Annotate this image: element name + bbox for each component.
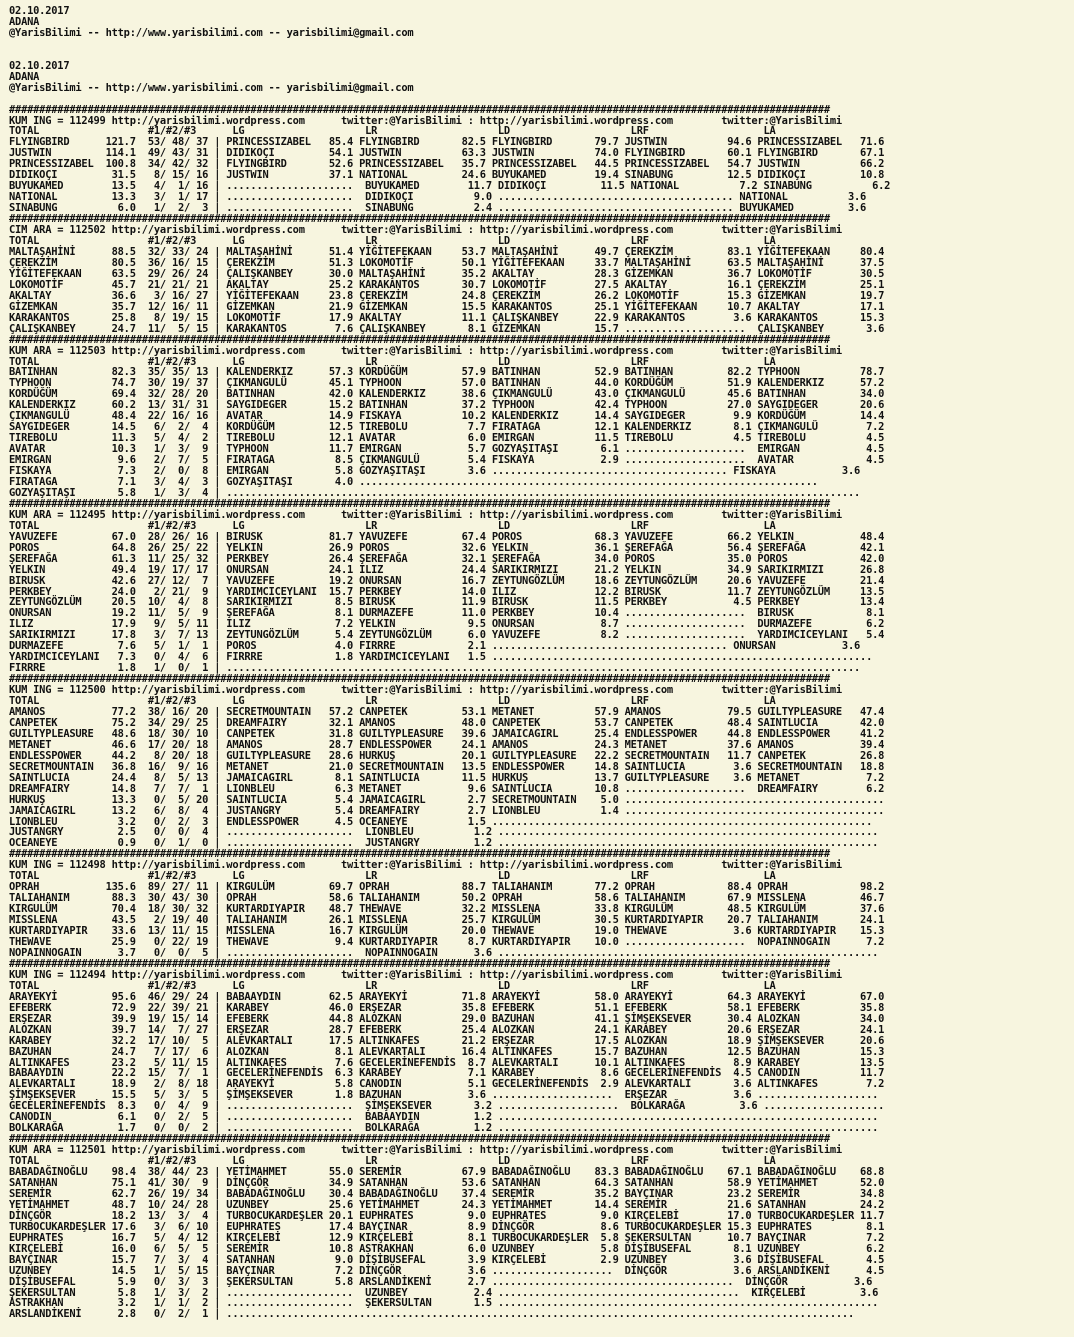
text-line: KALENDERKIZ 60.2 13/ 31/ 31 | SAYGIDEGER 15.2 BATINHAN 37.2 TYPHOON 42.4 TYPHOON 27.0 SAYGIDEGER 20.6: [9, 399, 885, 412]
text-line: ########################################################################################################################################: [9, 103, 830, 116]
text-line: TALIAHANIM 88.3 30/ 43/ 30 | OPRAH 58.6 TALIAHANIM 50.2 OPRAH 58.6 TALIAHANIM 67.9 MISSLENA 46.7: [9, 892, 885, 905]
text-line: ERŞEZAR 39.9 19/ 15/ 14 | EFEBERK 44.8 ALOZKAN 29.0 BAZUHAN 41.1 ŞİMŞEKSEVER 30.4 ALOZKAN 34.0: [9, 1012, 885, 1025]
text-line: ILIZ 17.9 9/ 5/ 11 | ILIZ 7.2 YELKIN 9.5 ONURSAN 8.7 .................... DURMAZEFE 6.2: [9, 618, 885, 631]
text-line: JAMAICAGIRL 13.2 6/ 8/ 4 | JUSTANGRY 5.4 DREAMFAIRY 2.7 LIONBLEU 1.4 ...........................................: [9, 804, 885, 817]
text-line: ZEYTUNGÖZLÜM 20.5 10/ 4/ 8 | SARIKIRMIZI 8.5 BIRUSK 11.9 BIRUSK 11.5 PERKBEY 4.5 PERKBEY 13.4: [9, 596, 885, 609]
text-line: [9, 94, 1074, 105]
text-line: NOPAINNOGAIN 3.7 0/ 0/ 5 | ..................... NOPAINNOGAIN 3.6 ...............................................................: [9, 946, 879, 959]
text-line: TOTAL #1/#2/#3 LG LR LD LRF LA: [9, 695, 776, 708]
text-line: YİĞİTEFEKAAN 63.5 29/ 26/ 24 | ÇALIŞKANBEY 30.0 MALTAŞAHİNİ 35.2 AKALTAY 28.3 GİZEMKAN 36.7 LOKOMOTİF 30.5: [9, 267, 885, 280]
text-line: ALTINKAFES 23.2 5/ 11/ 15 | ALTINKAFES 7.6 GECELERİNEFENDİS 8.7 ALEVKARTALI 10.1 ALTINKAFES 8.9 KARABEY 13.5: [9, 1056, 885, 1069]
text-line: JUSTWIN 114.1 49/ 43/ 31 | DIDIKOÇI 54.1 JUSTWIN 63.3 JUSTWIN 74.0 FLYINGBIRD 60.1 FLYINGBIRD 67.1: [9, 147, 885, 160]
text-line: OCEANEYE 0.9 0/ 1/ 0 | ..................... JUSTANGRY 1.2 ...............................................................: [9, 837, 879, 850]
text-line: FISKAYA 7.3 2/ 0/ 8 | EMIRGAN 5.8 GOZYAŞITAŞI 3.6 ....................................... FISKAYA 3.6: [9, 465, 861, 478]
text-line: DİNÇGÖR 18.2 13/ 3/ 4 | TURBOCUKARDEŞLER 20.1 EUPHRATES 9.0 EUPHRATES 9.0 KIRÇELEBİ 17.0 TURBOCUKARDEŞLER 11.7: [9, 1209, 885, 1222]
text-line: ÇIKMANGULÜ 48.4 22/ 16/ 16 | AVATAR 14.9 FISKAYA 10.2 KALENDERKIZ 14.4 SAYGIDEGER 9.9 KORDÜĞÜM 14.4: [9, 410, 885, 423]
text-line: HURKUŞ 13.3 0/ 5/ 20 | SAINTLUCIA 5.4 JAMAICAGIRL 2.7 SECRETMOUNTAIN 5.0 ...........................................: [9, 793, 885, 806]
text-line: METANET 46.6 17/ 20/ 18 | AMANOS 28.7 ENDLESSPOWER 24.1 AMANOS 24.3 METANET 37.6 AMANOS 39.4: [9, 738, 885, 751]
text-line: BAYÇINAR 15.7 7/ 3/ 4 | SATANHAN 9.0 DİŞİBUSEFAL 3.9 KIRÇELEBİ 2.9 UZUNBEY 3.6 DİŞİBUSEFAL 4.5: [9, 1253, 885, 1266]
text-line: TOTAL #1/#2/#3 LG LR LD LRF LA: [9, 979, 776, 992]
text-line: ########################################################################################################################################: [9, 673, 830, 686]
text-line: MISSLENA 43.5 2/ 19/ 40 | TALIAHANIM 26.1 MISSLENA 25.7 KIRGULÜM 30.5 KURTARDIYAPIR 20.7 TALIAHANIM 24.1: [9, 914, 885, 927]
text-line: KUM ING = 112499 http://yarisbilimi.wordpress.com twitter:@YarisBilimi : http://yarisbilimi.wordpress.com twitter:@YarisBilimi: [9, 114, 842, 127]
text-line: TOTAL #1/#2/#3 LG LR LD LRF LA: [9, 125, 776, 138]
text-line: MALTAŞAHİNİ 88.5 32/ 33/ 24 | MALTAŞAHİNİ 51.4 YİĞİTEFEKAAN 53.7 MALTAŞAHİNİ 49.7 ÇEREKZİM 83.1 YİĞİTEFEKAAN 80.4: [9, 245, 885, 258]
text-line: ADANA: [9, 15, 40, 28]
text-line: @YarisBilimi -- http://www.yarisbilimi.com -- yarisbilimi@gmail.com: [9, 26, 414, 39]
text-line: KIRÇELEBİ 16.0 6/ 5/ 5 | SEREMİR 10.8 ASTRAKHAN 6.0 UZUNBEY 5.8 DİŞİBUSEFAL 8.1 UZUNBEY 6.2: [9, 1242, 885, 1255]
text-line: [9, 50, 1074, 61]
text-line: ŞEKERSULTAN 5.8 1/ 3/ 2 | ..................... UZUNBEY 2.4 ........................................ KIRÇELEBİ 3.6: [9, 1286, 879, 1299]
text-line: AVATAR 10.3 1/ 3/ 9 | TYPHOON 11.7 EMIRGAN 5.7 GOZYAŞITAŞI 6.1 .................... EMIRGAN 4.5: [9, 443, 885, 456]
text-line: OPRAH 135.6 89/ 27/ 11 | KIRGULÜM 69.7 OPRAH 88.7 TALIAHANIM 77.2 OPRAH 88.4 OPRAH 98.2: [9, 881, 885, 894]
text-line: 02.10.2017: [9, 59, 70, 72]
text-line: TURBOCUKARDEŞLER 17.6 3/ 6/ 10 | EUPHRATES 17.4 BAYÇINAR 8.9 DİNÇGÖR 8.6 TURBOCUKARDEŞLER 15.3 EUPHRATES 8.1: [9, 1220, 885, 1233]
text-line: BABAAYDIN 22.2 15/ 7/ 1 | GECELERİNEFENDİS 6.3 KARABEY 7.1 KARABEY 8.6 GECELERİNEFENDİS 4.5 CANODIN 11.7: [9, 1067, 885, 1080]
text-line: BAZUHAN 24.7 7/ 17/ 6 | ALOZKAN 8.1 ALEVKARTALI 16.4 ALTINKAFES 15.7 BAZUHAN 12.5 BAZUHAN 15.3: [9, 1045, 885, 1058]
text-line: PERKBEY 24.0 2/ 21/ 9 | YARDIMCICEYLANI 15.7 PERKBEY 14.0 ILIZ 12.2 BIRUSK 11.7 ZEYTUNGÖZLÜM 13.5: [9, 585, 885, 598]
text-line: LOKOMOTİF 45.7 21/ 21/ 21 | AKALTAY 25.2 KARAKANTOS 30.7 LOKOMOTİF 27.5 AKALTAY 16.1 ÇEREKZİM 25.1: [9, 278, 885, 291]
text-line: SEREMİR 62.7 26/ 19/ 34 | BABADAĞINOĞLU 30.4 BABADAĞINOĞLU 37.4 SEREMİR 35.2 BAYÇINAR 23.2 SEREMİR 34.8: [9, 1187, 885, 1200]
text-line: GUILTYPLEASURE 48.6 18/ 30/ 10 | CANPETEK 31.8 GUILTYPLEASURE 39.6 JAMAICAGIRL 25.4 ENDLESSPOWER 44.8 ENDLESSPOWER 41.2: [9, 727, 885, 740]
text-line: PRINCESSIZABEL 100.8 34/ 42/ 32 | FLYINGBIRD 52.6 PRINCESSIZABEL 35.7 PRINCESSIZABEL 44.5 PRINCESSIZABEL 54.7 JUSTWIN 66.2: [9, 158, 885, 171]
text-line: TOTAL #1/#2/#3 LG LR LD LRF LA: [9, 355, 776, 368]
text-line: KORDÜĞÜM 69.4 32/ 28/ 20 | BATINHAN 42.0 KALENDERKIZ 38.6 ÇIKMANGULÜ 43.0 ÇIKMANGULÜ 45.6 BATINHAN 34.0: [9, 388, 885, 401]
text-line: ########################################################################################################################################: [9, 1133, 830, 1146]
text-line: ########################################################################################################################################: [9, 497, 830, 510]
text-line: KUM ARA = 112495 http://yarisbilimi.wordpress.com twitter:@YarisBilimi : http://yarisbilimi.wordpress.com twitter:@YarisBilimi: [9, 508, 842, 521]
text-line: KUM ING = 112500 http://yarisbilimi.wordpress.com twitter:@YarisBilimi : http://yarisbilimi.wordpress.com twitter:@YarisBilimi: [9, 684, 842, 697]
text-line: ARSLANDİKENİ 2.8 0/ 2/ 1 | ........................................................................................................: [9, 1308, 854, 1321]
text-line: ########################################################################################################################################: [9, 333, 830, 346]
text-line: FIRATAGA 7.1 3/ 4/ 3 | GOZYAŞITAŞI 4.0 ............................................................................: [9, 475, 818, 488]
text-line: ########################################################################################################################################: [9, 213, 830, 226]
text-line: SARIKIRMIZI 17.8 3/ 7/ 13 | ZEYTUNGÖZLÜM 5.4 ZEYTUNGÖZLÜM 6.0 YAVUZEFE 8.2 .................... YARDIMCICEYLANI 5.4: [9, 629, 885, 642]
text-line: YARDIMCICEYLANI 7.3 0/ 4/ 6 | FIRRRE 1.8 YARDIMCICEYLANI 1.5 ...............................................................: [9, 651, 873, 664]
text-line: LIONBLEU 3.2 0/ 2/ 3 | ENDLESSPOWER 4.5 OCEANEYE 1.5 ...............................................................: [9, 815, 873, 828]
text-line: KARAKANTOS 25.8 8/ 19/ 15 | LOKOMOTİF 17.9 AKALTAY 11.1 ÇALIŞKANBEY 22.9 KARAKANTOS 3.6 KARAKANTOS 15.3: [9, 311, 885, 324]
text-line: DURMAZEFE 7.6 5/ 1/ 1 | POROS 4.0 FIRRRE 2.1 ....................................... ONURSAN 3.6: [9, 640, 861, 653]
text-line: SECRETMOUNTAIN 36.8 16/ 9/ 16 | METANET 21.0 SECRETMOUNTAIN 13.5 ENDLESSPOWER 14.8 SAINTLUCIA 3.6 SECRETMOUNTAIN 18.8: [9, 760, 885, 773]
text-line: CANODIN 6.1 0/ 2/ 5 | ..................... BABAAYDIN 1.2 ...............................................................: [9, 1111, 879, 1124]
text-line: EUPHRATES 16.7 5/ 4/ 12 | KIRÇELEBİ 12.9 KIRÇELEBİ 8.1 TURBOCUKARDEŞLER 5.8 ŞEKERSULTAN 10.7 BAYÇINAR 7.2: [9, 1231, 885, 1244]
text-line: ŞİMŞEKSEVER 15.5 5/ 3/ 5 | ŞİMŞEKSEVER 1.8 BAZUHAN 3.6 .................... ERŞEZAR 3.6 ....................: [9, 1089, 879, 1102]
text-line: ENDLESSPOWER 44.2 8/ 20/ 18 | GUILTYPLEASURE 28.6 HURKUŞ 20.1 GUILTYPLEASURE 22.2 SECRETMOUNTAIN 11.7 CANPETEK 26.8: [9, 749, 885, 762]
text-line: FIRRRE 1.8 1/ 0/ 1 | .........................................................................................................: [9, 662, 861, 675]
text-line: GECELERİNEFENDİS 8.3 0/ 4/ 9 | ..................... ŞİMŞEKSEVER 3.2 .................... BOLKARAĞA 3.6 ....................: [9, 1100, 885, 1113]
text-line: DIDIKOÇI 31.5 8/ 15/ 16 | JUSTWIN 37.1 NATIONAL 24.6 BUYUKAMED 19.4 SINABUNG 12.5 DIDIKOÇI 10.8: [9, 169, 885, 182]
text-line: GİZEMKAN 35.7 12/ 16/ 11 | GİZEMKAN 21.9 GİZEMKAN 15.5 KARAKANTOS 25.1 YİĞİTEFEKAAN 10.7 AKALTAY 17.1: [9, 300, 885, 313]
text-line: @YarisBilimi -- http://www.yarisbilimi.com -- yarisbilimi@gmail.com: [9, 81, 414, 94]
text-line: ÇALIŞKANBEY 24.7 11/ 5/ 15 | KARAKANTOS 7.6 ÇALIŞKANBEY 8.1 GİZEMKAN 15.7 .................... ÇALIŞKANBEY 3.6: [9, 322, 885, 335]
text-line: UZUNBEY 14.5 1/ 5/ 15 | BAYÇINAR 7.2 DİNÇGÖR 3.6 .................... DİNÇGÖR 3.6 ARSLANDİKENİ 4.5: [9, 1264, 885, 1277]
text-line: AKALTAY 36.6 3/ 16/ 27 | YİĞİTEFEKAAN 23.8 ÇEREKZİM 24.8 ÇEREKZİM 26.2 LOKOMOTİF 15.3 GİZEMKAN 19.7: [9, 289, 885, 302]
text-line: TOTAL #1/#2/#3 LG LR LD LRF LA: [9, 1155, 776, 1168]
text-line: BATINHAN 82.3 35/ 35/ 13 | KALENDERKIZ 57.3 KORDÜĞÜM 57.9 BATINHAN 52.9 BATINHAN 82.2 TYPHOON 78.7: [9, 366, 885, 379]
text-line: TOTAL #1/#2/#3 LG LR LD LRF LA: [9, 519, 776, 532]
text-line: JUSTANGRY 2.5 0/ 0/ 4 | ..................... LIONBLEU 1.2 ...............................................................: [9, 826, 879, 839]
text-line: EMIRGAN 9.6 2/ 7/ 5 | FIRATAGA 8.5 ÇIKMANGULÜ 5.4 FISKAYA 2.9 .................... AVATAR 4.5: [9, 454, 885, 467]
text-line: SAYGIDEGER 14.5 6/ 2/ 4 | KORDÜĞÜM 12.5 TIREBOLU 7.7 FIRATAGA 12.1 KALENDERKIZ 8.1 ÇIKMANGULÜ 7.2: [9, 421, 885, 434]
text-line: ########################################################################################################################################: [9, 848, 830, 861]
text-line: KUM ING = 112498 http://yarisbilimi.wordpress.com twitter:@YarisBilimi : http://yarisbilimi.wordpress.com twitter:@YarisBilimi: [9, 859, 842, 872]
text-line: FLYINGBIRD 121.7 53/ 48/ 37 | PRINCESSIZABEL 85.4 FLYINGBIRD 82.5 FLYINGBIRD 79.7 JUSTWIN 94.6 PRINCESSIZABEL 71.6: [9, 136, 885, 149]
text-line: TOTAL #1/#2/#3 LG LR LD LRF LA: [9, 870, 776, 883]
text-line: TOTAL #1/#2/#3 LG LR LD LRF LA: [9, 235, 776, 248]
text-line: ALEVKARTALI 18.9 2/ 8/ 18 | ARAYEKYİ 5.8 CANODIN 5.1 GECELERİNEFENDİS 2.9 ALEVKARTALI 3.6 ALTINKAFES 7.2: [9, 1078, 885, 1091]
text-line: ALOZKAN 39.7 14/ 7/ 27 | ERŞEZAR 28.7 EFEBERK 25.4 ALOZKAN 24.1 KARABEY 20.6 ERŞEZAR 24.1: [9, 1023, 885, 1036]
text-line: KUM ARA = 112503 http://yarisbilimi.wordpress.com twitter:@YarisBilimi : http://yarisbilimi.wordpress.com twitter:@YarisBilimi: [9, 344, 842, 357]
text-line: CIM ARA = 112502 http://yarisbilimi.wordpress.com twitter:@YarisBilimi : http://yarisbilimi.wordpress.com twitter:@YarisBilimi: [9, 224, 842, 237]
text-line: KUM ARA = 112501 http://yarisbilimi.wordpress.com twitter:@YarisBilimi : http://yarisbilimi.wordpress.com twitter:@YarisBilimi: [9, 1144, 842, 1157]
text-line: YAVUZEFE 67.0 28/ 26/ 16 | BIRUSK 81.7 YAVUZEFE 67.4 POROS 68.3 YAVUZEFE 66.2 YELKIN 48.4: [9, 530, 885, 543]
text-line: YETİMAHMET 48.7 10/ 24/ 28 | UZUNBEY 25.6 YETİMAHMET 24.3 YETİMAHMET 14.4 SEREMİR 21.6 SATANHAN 24.2: [9, 1198, 885, 1211]
text-line: ÇEREKZİM 80.5 36/ 16/ 15 | ÇEREKZİM 51.3 LOKOMOTİF 50.1 YİĞİTEFEKAAN 33.7 MALTAŞAHİNİ 63.5 MALTAŞAHİNİ 37.5: [9, 256, 885, 269]
text-line: YELKIN 49.4 19/ 17/ 17 | ONURSAN 24.1 ILIZ 24.4 SARIKIRMIZI 21.2 YELKIN 34.9 SARIKIRMIZI 26.8: [9, 563, 885, 576]
text-line: 02.10.2017: [9, 5, 70, 17]
text-line: BIRUSK 42.6 27/ 12/ 7 | YAVUZEFE 19.2 ONURSAN 16.7 ZEYTUNGÖZLÜM 18.6 ZEYTUNGÖZLÜM 20.6 YAVUZEFE 21.4: [9, 574, 885, 587]
text-line: SAINTLUCIA 24.4 8/ 5/ 13 | JAMAICAGIRL 8.1 SAINTLUCIA 11.5 HURKUŞ 13.7 GUILTYPLEASURE 3.6 METANET 7.2: [9, 771, 885, 784]
text-line: THEWAVE 25.9 0/ 22/ 19 | THEWAVE 9.4 KURTARDIYAPIR 8.7 KURTARDIYAPIR 10.0 .................... NOPAINNOGAIN 7.2: [9, 936, 885, 949]
text-line: AMANOS 77.2 38/ 16/ 20 | SECRETMOUNTAIN 57.2 CANPETEK 53.1 METANET 57.9 AMANOS 79.5 GUILTYPLEASURE 47.4: [9, 706, 885, 718]
text-line: ARAYEKYİ 95.6 46/ 29/ 24 | BABAAYDIN 62.5 ARAYEKYİ 71.8 ARAYEKYİ 58.0 ARAYEKYİ 64.3 ARAYEKYİ 67.0: [9, 990, 885, 1003]
text-line: ONURSAN 19.2 11/ 5/ 9 | ŞEREFAĞA 8.1 DURMAZEFE 11.0 PERKBEY 10.4 .................... BIRUSK 8.1: [9, 607, 885, 620]
text-line: CANPETEK 75.2 34/ 29/ 25 | DREAMFAIRY 32.1 AMANOS 48.0 CANPETEK 53.7 CANPETEK 48.4 SAINTLUCIA 42.0: [9, 716, 885, 729]
text-line: BUYUKAMED 13.5 4/ 1/ 16 | ..................... BUYUKAMED 11.7 DIDIKOÇI 11.5 NATIONAL 7.2 SINABUNG 6.2: [9, 180, 891, 193]
text-line: NATIONAL 13.3 3/ 1/ 17 | ..................... DIDIKOÇI 9.0 ....................................... NATIONAL 3.6: [9, 191, 867, 204]
text-line: BABADAĞINOĞLU 98.4 38/ 44/ 23 | YETİMAHMET 55.0 SEREMİR 67.9 BABADAĞINOĞLU 83.3 BABADAĞINOĞLU 67.1 BABADAĞINOĞLU 68.8: [9, 1166, 885, 1179]
text-line: KARABEY 32.2 17/ 10/ 5 | ALEVKARTALI 17.5 ALTINKAFES 21.2 ERŞEZAR 17.5 ALOZKAN 18.9 ŞİMŞEKSEVER 20.6: [9, 1034, 885, 1047]
text-line: SINABUNG 6.0 1/ 2/ 3 | ..................... SINABUNG 2.4 ....................................... BUYUKAMED 3.6: [9, 202, 867, 215]
text-line: POROS 64.8 26/ 25/ 22 | YELKIN 26.9 POROS 32.6 YELKIN 36.1 ŞEREFAĞA 56.4 ŞEREFAĞA 42.1: [9, 541, 885, 554]
text-line: EFEBERK 72.9 22/ 39/ 21 | KARABEY 46.0 ERŞEZAR 35.8 EFEBERK 51.1 EFEBERK 58.1 EFEBERK 35.8: [9, 1001, 885, 1014]
text-line: DREAMFAIRY 14.8 7/ 7/ 1 | LIONBLEU 6.3 METANET 9.6 SAINTLUCIA 10.8 .................... DREAMFAIRY 6.2: [9, 782, 885, 795]
text-line: GOZYAŞITAŞI 5.8 1/ 3/ 4 | .........................................................................................................: [9, 486, 861, 499]
text-line: ADANA: [9, 70, 40, 83]
text-line: SATANHAN 75.1 41/ 30/ 9 | DİNÇGÖR 34.9 SATANHAN 53.6 SATANHAN 64.3 SATANHAN 58.9 YETİMAHMET 52.0: [9, 1176, 885, 1189]
text-line: ASTRAKHAN 3.2 1/ 1/ 2 | ..................... ŞEKERSULTAN 1.5 ...............................................................: [9, 1297, 879, 1310]
text-line: KUM ING = 112494 http://yarisbilimi.wordpress.com twitter:@YarisBilimi : http://yarisbilimi.wordpress.com twitter:@YarisBilimi: [9, 968, 842, 981]
text-line: TIREBOLU 11.3 5/ 4/ 2 | TIREBOLU 12.1 AVATAR 6.0 EMIRGAN 11.5 TIREBOLU 4.5 TIREBOLU 4.5: [9, 432, 885, 445]
text-line: ########################################################################################################################################: [9, 957, 830, 970]
text-line: BOLKARAĞA 1.7 0/ 0/ 2 | ..................... BOLKARAĞA 1.2 ...............................................................: [9, 1122, 879, 1135]
text-line: DİŞİBUSEFAL 5.9 0/ 3/ 3 | ŞEKERSULTAN 5.8 ARSLANDİKENİ 2.7 ........................................ DİNÇGÖR 3.6: [9, 1275, 873, 1288]
text-line: KURTARDIYAPIR 33.6 13/ 11/ 15 | MISSLENA 16.7 KIRGULÜM 20.0 THEWAVE 19.0 THEWAVE 3.6 KURTARDIYAPIR 15.3: [9, 925, 885, 938]
text-line: KIRGULÜM 70.4 18/ 30/ 32 | KURTARDIYAPIR 48.7 THEWAVE 32.2 MISSLENA 33.8 KIRGULÜM 48.5 KIRGULÜM 37.6: [9, 903, 885, 916]
text-line: [9, 39, 1074, 50]
text-line: ŞEREFAĞA 61.3 11/ 25/ 32 | PERKBEY 26.4 ŞEREFAĞA 32.1 ŞEREFAĞA 34.0 POROS 35.0 POROS 42.0: [9, 552, 885, 565]
text-line: TYPHOON 74.7 30/ 19/ 37 | ÇIKMANGULÜ 45.1 TYPHOON 57.0 BATINHAN 44.0 KORDÜĞÜM 51.9 KALENDERKIZ 57.2: [9, 377, 885, 390]
